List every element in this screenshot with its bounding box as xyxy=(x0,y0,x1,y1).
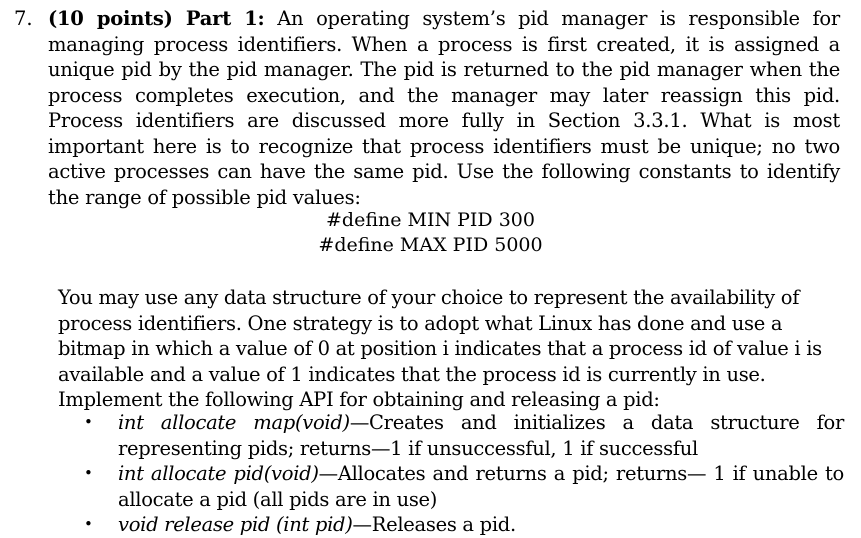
define-min-pid: #define MIN PID 300 xyxy=(326,209,535,231)
question-number: 7. xyxy=(14,7,33,30)
define-max-pid: #define MAX PID 5000 xyxy=(318,234,543,256)
question-points: (10 points) Part 1: xyxy=(48,7,265,30)
bullet-icon: • xyxy=(84,515,93,533)
api-description: —Creates and initializes a data structure for representing pids; returns—1 if unsuccessful, 1 if successful xyxy=(118,411,844,460)
question-body: An operating system’s pid manager is responsible for managing process identifiers. When a process is first created, it is assigned a unique pid by the pid manager. The pid is returned to the pid manager when the process completes execution, and the manager may later reassign this pid. Process identifiers are discussed more fully in Section 3.3.1. What is most important here is to recognize that process identifiers must be unique; no two active processes can have the same pid. Use the following constants to identify the range of possible pid values: xyxy=(48,7,840,209)
api-signature: void release pid (int pid) xyxy=(118,513,353,536)
api-signature: int allocate pid(void) xyxy=(118,462,319,485)
question-text xyxy=(48,6,840,210)
api-list xyxy=(84,410,844,538)
api-item-allocate-pid xyxy=(84,461,844,512)
api-description: —Releases a pid. xyxy=(352,513,516,536)
question-block xyxy=(14,6,844,210)
api-description: —Allocates and returns a pid; returns— 1 if unable to allocate a pid (all pids are in use) xyxy=(118,462,844,511)
api-intro-paragraph: You may use any data structure of your choice to represent the availability of process identifiers. One strategy is to adopt what Linux has done and use a bitmap in which a value of 0 at position i indicates that a process id of value i is available and a value of 1 indicates that the process id is currently in use. Implement the following API for obtaining and releasing a pid: xyxy=(58,286,822,411)
api-item-allocate-map xyxy=(84,410,844,461)
define-constants xyxy=(0,208,861,258)
bullet-icon: • xyxy=(84,413,93,431)
api-signature: int allocate map(void) xyxy=(118,411,350,434)
bullet-icon: • xyxy=(84,464,93,482)
